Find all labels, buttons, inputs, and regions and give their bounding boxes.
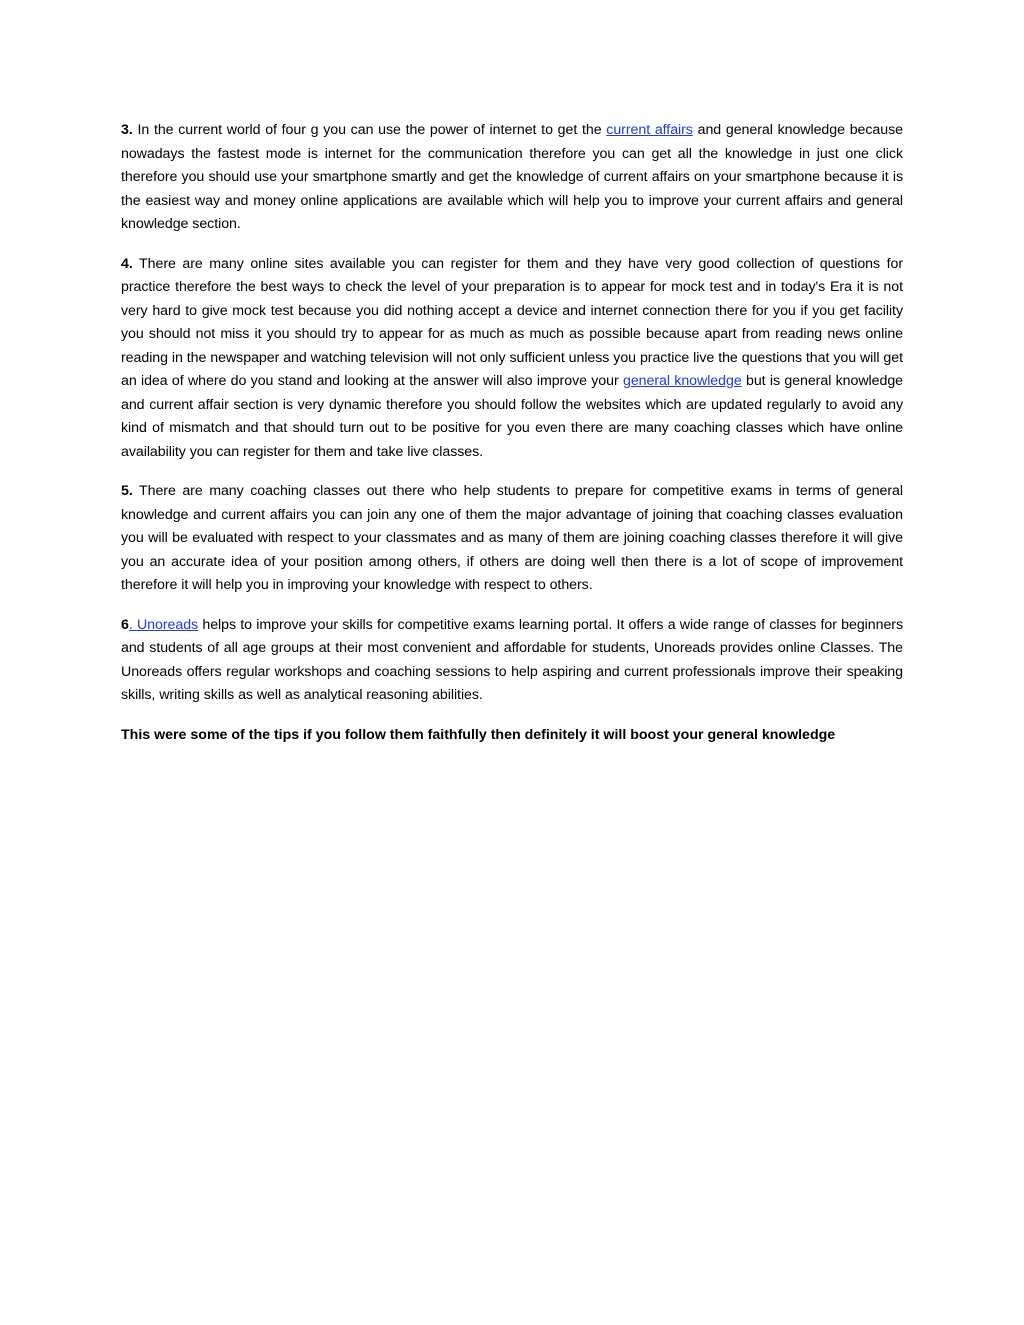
paragraph-5 [121,480,903,598]
current-affairs-link[interactable]: current affairs [606,122,693,138]
paragraph-4-text-before: There are many online sites available you can register for them and they have very good collection of questions for practice therefore the best ways to check the level of your preparation is to appear for mock test and in today's Era it is not very hard to give mock test because you did nothing accept a device and internet connection there for you if you get facility you should not miss it you should try to appear for as much as much as possible because apart from reading news online reading in the newspaper and watching television will not only sufficient unless you practice live the questions that you will get an idea of where do you stand and looking at the answer will also improve your [121,255,903,389]
paragraph-5-number: 5. [121,483,133,499]
paragraph-3-text-before: In the current world of four g you can use the power of internet to get the [132,122,607,138]
unoreads-link[interactable]: . Unoreads [128,616,199,633]
document-body [121,119,903,747]
general-knowledge-link[interactable]: general knowledge [622,373,742,389]
paragraph-4-text-after: but is general knowledge and current affair section is very dynamic therefore you should follow the websites which are updated regularly to avoid any kind of mismatch and that should turn out to be positive for you even there are many coaching classes which have online availability you can register for them and take live classes. [121,373,903,460]
paragraph-4-number: 4. [121,255,133,272]
paragraph-3 [121,119,903,237]
paragraph-4 [121,253,903,465]
paragraph-3-text-after: and general knowledge because nowadays the fastest mode is internet for the communication therefore you can get all the knowledge in just one click therefore you should use your smartphone smartly and get the knowledge of current affairs on your smartphone because it is the easiest way and money online applications are available which will help you to improve your current affairs and general knowledge section. [121,122,903,232]
paragraph-6-number: 6 [121,616,129,633]
paragraph-6-text: helps to improve your skills for competitive exams learning portal. It offers a wide range of classes for beginners and students of all age groups at their most convenient and affordable for students, Unoreads provides online Classes. The Unoreads offers regular workshops and coaching sessions to help aspiring and current professionals improve their speaking skills, writing skills as well as analytical reasoning abilities. [121,616,904,703]
paragraph-5-text: There are many coaching classes out there who help students to prepare for competitive exams in terms of general knowledge and current affairs you can join any one of them the major advantage of joining that coaching classes evaluation you will be evaluated with respect to your classmates and as many of them are joining coaching classes therefore it will give you an accurate idea of your position among others, if others are doing well then there is a lot of scope of improvement therefore it will help you in improving your knowledge with respect to others. [121,483,903,593]
closing-statement: This were some of the tips if you follow them faithfully then definitely it will boost your general knowledge [121,726,836,743]
paragraph-6 [121,614,903,708]
paragraph-3-number: 3. [121,122,133,138]
